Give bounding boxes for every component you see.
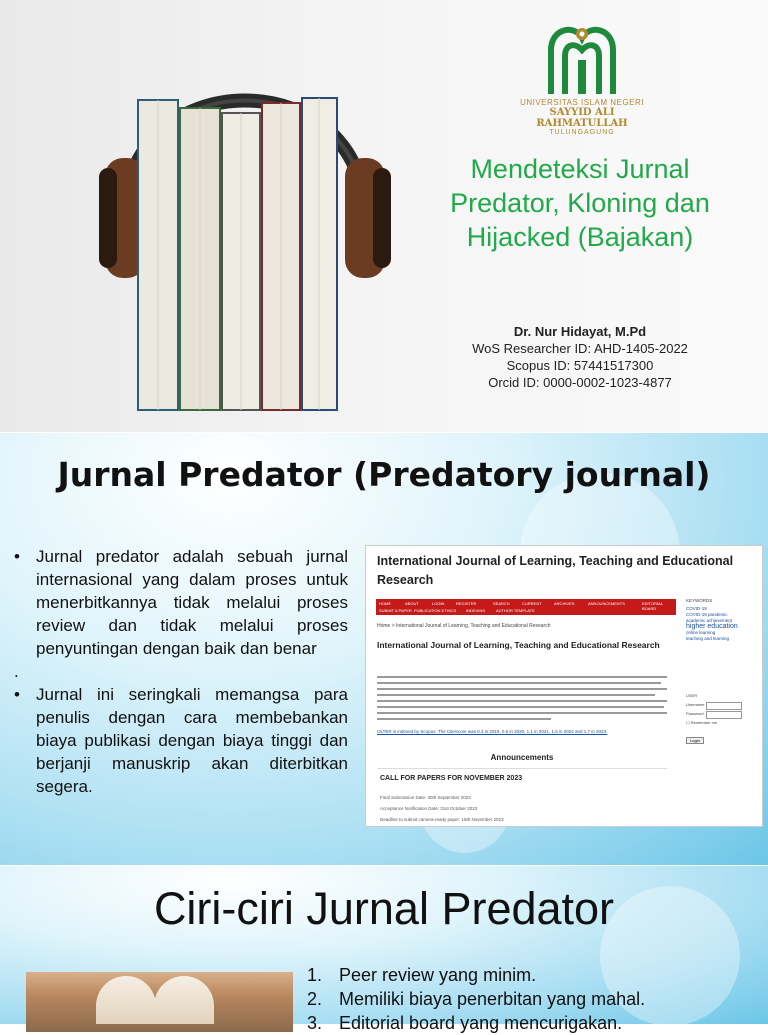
bullet-item: [14, 545, 348, 660]
keywords-panel: [686, 598, 756, 642]
author-name: Dr. Nur Hidayat, M.Pd: [513, 324, 647, 339]
nav-item[interactable]: LOGIN: [432, 601, 445, 606]
nav-item[interactable]: ARCHIVES: [554, 601, 575, 606]
uin-emblem-icon: [545, 20, 619, 96]
nav-item[interactable]: ABOUT: [405, 601, 419, 606]
list-text: Peer review yang minim.: [339, 965, 537, 985]
login-label: USER: [686, 693, 698, 698]
journal-screenshot: [365, 545, 763, 827]
submission-date: Final Submission Date: 30th September 2023: [380, 795, 471, 800]
nav-item[interactable]: HOME: [379, 601, 391, 606]
nav-item[interactable]: AUTHOR TEMPLATE: [496, 608, 535, 613]
stray-dot: .: [14, 662, 19, 681]
slide3-title: Ciri-ciri Jurnal Predator: [153, 883, 615, 934]
username-row: [686, 702, 756, 711]
journal-nav: [376, 599, 676, 615]
bullet-item: [14, 683, 348, 798]
keyword-link[interactable]: COVID-19 pandemic: [686, 612, 728, 617]
password-input[interactable]: [706, 711, 742, 719]
list-item: [307, 1011, 757, 1035]
nav-item[interactable]: EDITORIAL BOARD: [642, 601, 663, 611]
call-for-papers: CALL FOR PAPERS FOR NOVEMBER 2023: [380, 775, 523, 782]
keyword-link[interactable]: COVID-19: [686, 606, 707, 611]
keyword-link[interactable]: online learning: [686, 630, 716, 635]
username-input[interactable]: [706, 702, 742, 710]
slide2-title: Jurnal Predator (Predatory journal): [57, 455, 711, 494]
list-item: [307, 963, 757, 987]
title-slide: [0, 0, 768, 432]
journal-header: International Journal of Learning, Teaching and Educational Research: [377, 554, 734, 587]
journal-breadcrumb[interactable]: Home > International Journal of Learning, Teaching and Educational Research: [377, 623, 551, 629]
presentation-title: Mendeteksi Jurnal Predator, Kloning dan Hijacked (Bajakan): [450, 154, 710, 252]
nav-item[interactable]: INDEXING: [466, 608, 486, 613]
announcements-heading: Announcements: [377, 753, 667, 769]
acceptance-date: Acceptance Notification Date: 31st October 2023: [380, 806, 478, 811]
orcid-id: Orcid ID: 0000-0002-1023-4877: [488, 375, 672, 390]
bullet-icon: •: [14, 547, 20, 566]
nav-item[interactable]: REGISTER: [456, 601, 477, 606]
list-number: 1.: [307, 965, 323, 985]
username-label: Username: [686, 702, 705, 707]
camera-ready-date: Deadline to submit camera-ready paper: 15th November 2023: [380, 817, 504, 822]
keyword-link[interactable]: higher education: [686, 623, 738, 630]
author-block: [415, 323, 745, 391]
bullet-icon: •: [14, 685, 20, 704]
nav-item[interactable]: CURRENT: [522, 601, 542, 606]
keywords-label: KEYWORDS: [686, 598, 713, 603]
nav-item[interactable]: SEARCH: [493, 601, 510, 606]
list-text: Memiliki biaya penerbitan yang mahal.: [339, 989, 646, 1009]
nav-item[interactable]: SUBMIT A PAPER: [379, 608, 412, 613]
password-label: Password: [686, 711, 704, 716]
logo-line-3: TULUNGAGUNG: [549, 129, 615, 136]
list-number: 2.: [307, 989, 323, 1009]
keyword-link[interactable]: academic achievement: [686, 618, 733, 623]
slide2-bullet-list: [14, 545, 348, 798]
bullet-text: Jurnal predator adalah sebuah jurnal internasional yang dalam proses untuk menerbitkannya tidak melalui proses review dan tidak melalui proses penyuntingan dengan baik dan benar: [36, 547, 348, 658]
bullet-text: Jurnal ini seringkali memangsa para penulis dengan cara membebankan biaya publikasi dengan biaya tinggi dan berjanji manuskrip akan diterbitkan segera.: [36, 685, 348, 796]
password-row: [686, 711, 756, 720]
nav-item[interactable]: ANNOUNCEMENTS: [588, 601, 625, 606]
headphones-books-image: [95, 18, 395, 418]
remember-label: Remember me: [690, 720, 718, 725]
remember-checkbox[interactable]: ☐: [686, 720, 690, 725]
characteristics-list: [307, 963, 757, 1035]
journal-description-text: [377, 676, 667, 726]
list-item: [307, 987, 757, 1011]
logo-line-1: UNIVERSITAS ISLAM NEGERI: [520, 98, 644, 107]
keyword-link[interactable]: teaching and learning: [686, 636, 730, 641]
login-panel: [686, 693, 756, 747]
remember-row[interactable]: [686, 720, 756, 729]
list-number: 3.: [307, 1013, 323, 1033]
scopus-id: Scopus ID: 57441517300: [506, 358, 654, 373]
book-page: [154, 976, 214, 1024]
indexed-link[interactable]: IJLTER is indexed by Scopus. The CiteScore was 0.3 in 2019, 0.6 in 2020, 1.1 in 2021, 1.6 in 2022 and 1.7 in 2023.: [377, 729, 608, 734]
open-book-photo: [26, 972, 293, 1032]
list-text: Editorial board yang mencurigakan.: [339, 1013, 623, 1033]
university-logo: [512, 20, 652, 136]
wos-id: WoS Researcher ID: AHD-1405-2022: [472, 341, 688, 356]
journal-page-title: International Journal of Learning, Teaching and Educational Research: [377, 640, 660, 650]
logo-line-2: SAYYID ALI RAHMATULLAH: [536, 107, 628, 129]
book-page: [96, 976, 156, 1024]
nav-item[interactable]: PUBLICATION ETHICS: [414, 608, 457, 613]
login-button[interactable]: Login: [686, 737, 704, 744]
